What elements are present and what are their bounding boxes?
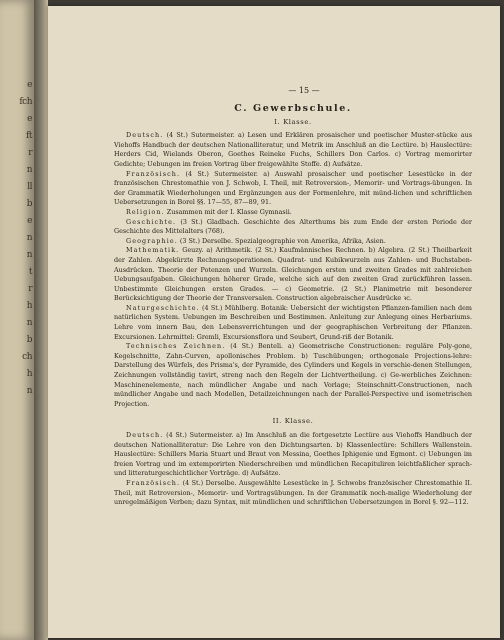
subject-name: Geographie. [126,236,178,245]
left-page-fragment: e [27,80,32,90]
book-page [48,6,500,638]
left-page-fragment: h [26,369,32,379]
subject-name: Französisch. [126,169,181,178]
left-page-fragment: ft [26,131,32,141]
left-page-fragment: t [28,267,32,277]
paragraph-mathematik [114,246,472,304]
paragraph-text: (4 St.) Benteli. a) Geometrische Constructionen: reguläre Poly-gone, Kegelschnitte, Zahn-Curven, apollonisches Problem. b) Tuschübungen; orthogonale Projections-lehre: Darstellung des Würfels, des Prisma's, der Pyramide, des Cylinders und Kegels in verschie-denen Stellungen, Zeichnungen vollständig tavirt, streng nach den Regeln der Lichtvertheilung. c) Ge-werbliches Zeichnen: Maschinenelemente, nach mündlicher Angabe und nach Vorlage; Steinschnitt-Constructionen, nach mündlicher Angabe und nach Modellen, Detailzeichnungen nach der Parallel-Perspective und isometrischen Projection. [114,342,472,408]
page-content [114,84,472,508]
left-page-fragment: n [26,386,32,396]
left-page-fragment: n [26,165,32,175]
subject-name: Deutsch. [126,131,164,140]
paragraph-text: (3 St.) Derselbe. Spezialgeographie von Amerika, Afrika, Asien. [179,236,386,245]
paragraph-text: (4 St.) Mühlberg. Botanik: Uebersicht der wichtigsten Pflanzen-familien nach dem natürlichen System. Uebungen im Beschreiben und Bestimmen. Anleitung zur Anlegung eines Herbariums. Lehre vom innern Bau, den Lebensverrichtungen und der geographischen Verbreitung der Pflanzen. Excursionen. Lehrmittel: Gremli, Excursionsflora und Seubert, Grund-riß der Botanik. [114,303,472,341]
left-page-fragment: b [26,335,32,345]
paragraph-franzoesisch-2 [114,479,472,508]
paragraph-text: (4 St.) Sutermeister. a) Auswahl prosaischer und poetischer Lesestücke in der französischen Chrestomathie von J. Schwob, I. Theil, mit Retroversion-, Memorir- und Vortrags-übungen. In der Grammatik Wiederholungen und Ergänzungen aus der Formenlehre, mit münd-lichen und schriftlichen Uebersetzungen in Borel §§. 17—55, 87—89, 91. [114,169,472,207]
paragraph-deutsch-2 [114,431,472,479]
left-page-fragment: ch [22,352,32,362]
left-page-fragment: e [27,114,32,124]
paragraph-text: Geuzy. a) Arithmetik. (2 St.) Kaufmännisches Rechnen. b) Algebra. (2 St.) Theilbarkeit der Zahlen. Abgekürzte Rechnungsoperationen. Quadrat- und Kubikwurzeln aus Zahlen- und Buchstaben-Ausdrücken. Theorie der Potenzen und Wurzeln. Gleichungen ersten und zweiten Grades mit zahlreichen Uebungsaufgaben. Gleichungen höherer Grade, welche sich auf den zweiten Grad zurückführen lassen. Unbestimmte Gleichungen ersten Grades. — c) Geometrie. (2 St.) Planimetrie mit besonderer Berücksichtigung der Theorie der Transversalen. Construction algebraischer Ausdrücke ꝛc. [114,246,472,303]
section-title: C. Gewerbschule. [234,103,352,114]
paragraph-technisches-zeichnen [114,342,472,409]
paragraph-text: (3 St.) Gladbach. Geschichte des Alterthums bis zum Ende der ersten Periode der Geschichte des Mittelalters (768). [114,217,472,236]
left-page-fragment: n [26,250,32,260]
paragraph-geschichte [114,218,472,237]
subject-name: Französisch. [126,478,181,487]
subject-name: Naturgeschichte. [126,303,200,312]
left-page-fragment: n [26,233,32,243]
left-page-fragment: r [28,148,32,158]
paragraph-text: (4 St.) Sutermeister. a) Im Anschluß an die fortgesetzte Lectüre aus Viehoffs Handbuch der deutschen Nationalliteratur: Die Lehre von den Dichtungsarten. b) Klassenlectüre: Schillers Wallenstein. Hauslectüre: Schillers Maria Stuart und Braut von Messina, Goethes Iphigenie und Egmont. c) Uebungen im freien Vortrag und im extemporirten Niederschreiben und mündlichen Recapituliren leichtfaßlicher sprach- und litteraturgeschichtlicher Vorträge. d) Aufsätze. [114,431,472,478]
page-number: — 15 — [288,86,320,95]
subject-name: Deutsch. [126,431,164,439]
subject-name: Religion. [126,207,165,216]
paragraph-deutsch-1 [114,131,472,169]
left-page-fragment: b [26,199,32,209]
paragraph-geographie [114,237,472,247]
subject-name: Mathematik. [126,246,180,255]
subject-name: Geschichte. [126,217,177,226]
left-page-fragment: fch [19,97,32,107]
left-page-fragment: e [27,216,32,226]
paragraph-religion [114,208,472,218]
paragraph-text: Zusammen mit der I. Klasse Gymnasii. [166,207,292,216]
book-gutter [34,0,48,640]
class-title: II. Klasse. [272,417,314,426]
class-title: I. Klasse. [274,117,312,126]
paragraph-naturgeschichte [114,304,472,342]
paragraph-text: (4 St.) Derselbe. Ausgewählte Lesestücke in J. Schwobs französischer Chrestomathie II. Theil, mit Retroversion-, Memorir- und Vortragsübungen. In der Grammatik noch-malige Wiederholung der unregelmäßigen Verben; dazu Syntax, mit mündlichen und schriftlichen Uebersetzungen in Borel §. 92—112. [114,478,472,507]
paragraph-text: (4 St.) Sutermeister. a) Lesen und Erklären prosaischer und poetischer Muster-stücke aus Viehoffs Handbuch der deutschen Nationalliteratur, und Metrik im Anschluß an die Lectüre. b) Hauslectüre: Herders Cid, Wielands Oberon, Goethes Reineke Fuchs, Schillers Don Carlos. c) Vortrag memorirter Gedichte; Uebungen im freien Vortrag über freigewählte Stoffe. d) Aufsätze. [114,131,472,168]
left-page-fragment: r [28,284,32,294]
subject-name: Technisches Zeichnen. [126,342,226,351]
left-page-fragment: n [26,318,32,328]
left-page-fragment: ll [27,182,32,192]
left-page-fragment: h [26,301,32,311]
left-page-edge [0,0,34,640]
paragraph-franzoesisch-1 [114,170,472,208]
